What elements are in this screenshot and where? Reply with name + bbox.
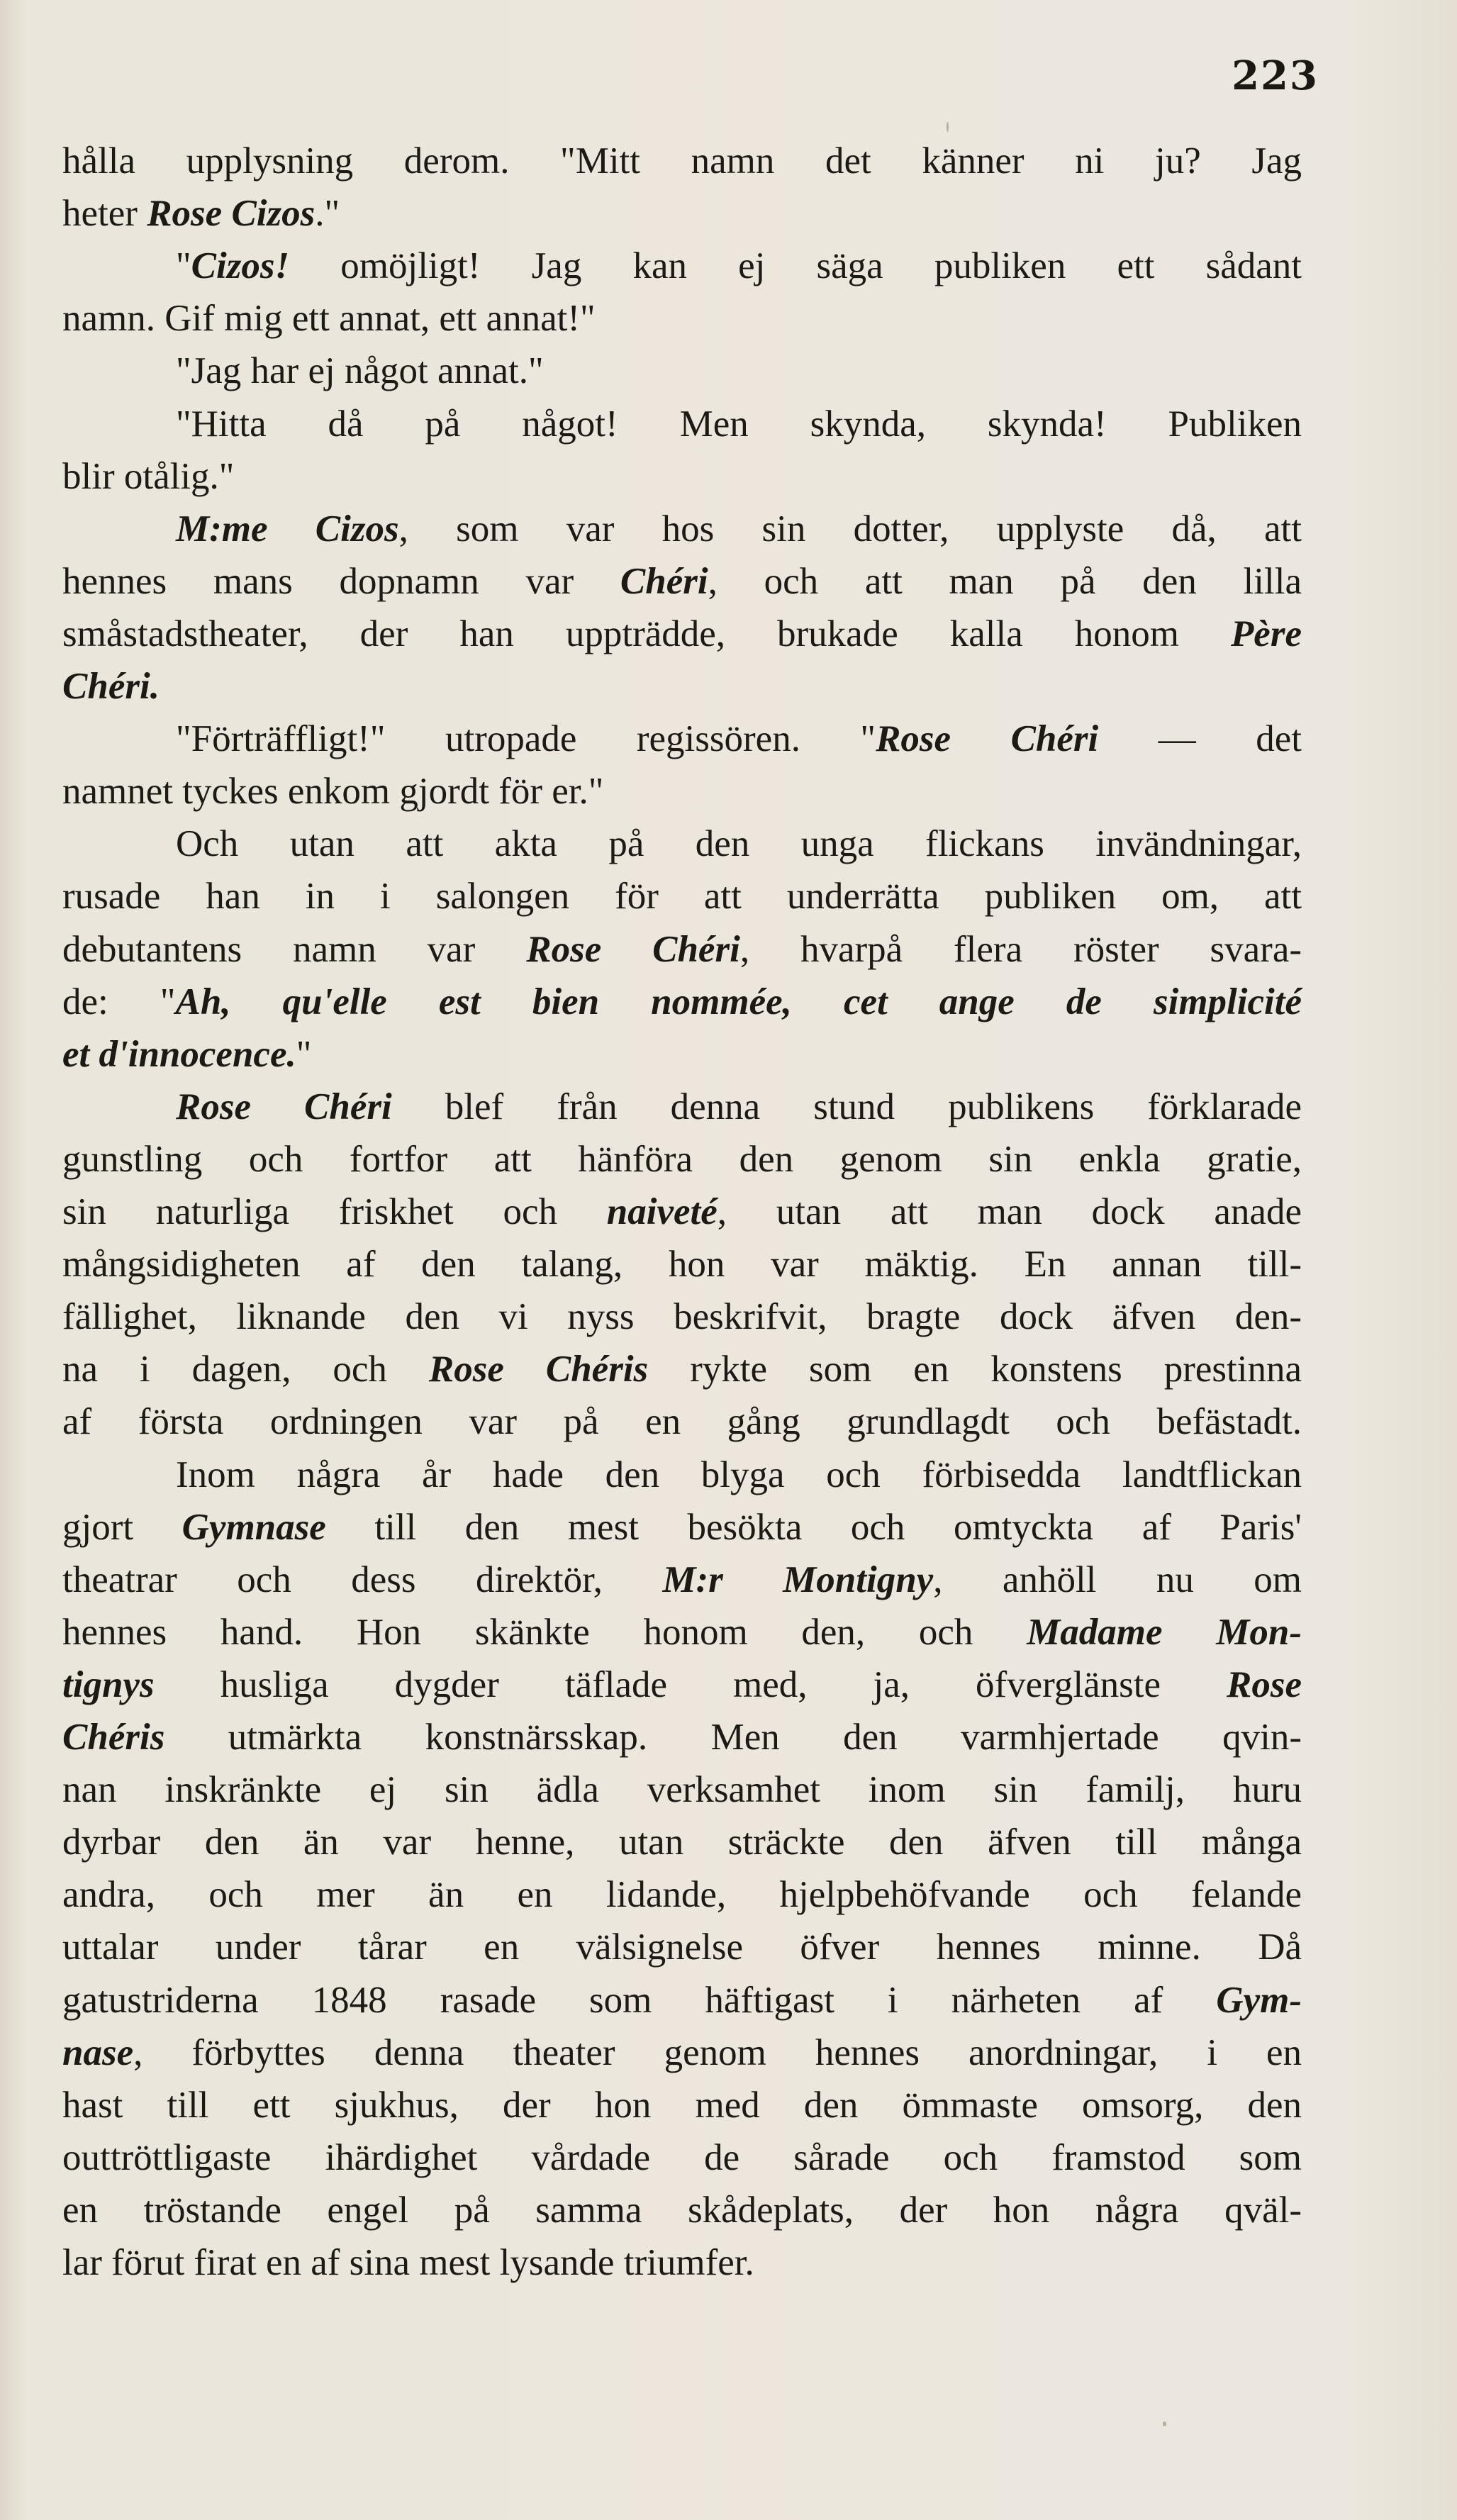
- text-line: [62, 1239, 1302, 1289]
- text-segment: — det: [1098, 718, 1302, 760]
- text-segment: outtröttligaste ihärdighet vårdade de sårade och framstod som: [62, 2136, 1302, 2178]
- text-line: [176, 399, 1302, 449]
- text-line: [62, 2133, 1302, 2182]
- text-line: [62, 1555, 1302, 1605]
- text-line: [176, 1450, 1302, 1500]
- paper-speck: [1163, 2421, 1166, 2426]
- text-segment: sin naturliga friskhet och: [62, 1191, 607, 1232]
- text-segment: andra, och mer än en lidande, hjelpbehöfvande och felande: [62, 1874, 1302, 1916]
- text-line: [62, 1607, 1302, 1657]
- text-line: [62, 662, 160, 711]
- italic-segment: Rose Chéris: [428, 1349, 649, 1390]
- text-segment: blef från denna stund publikens förklarade: [391, 1086, 1302, 1127]
- text-segment: namnet tyckes enkom gjordt för er.": [62, 771, 604, 813]
- text-segment: Och utan att akta på den unga flickans invändningar,: [176, 823, 1302, 865]
- text-segment: af första ordningen var på en gång grundlagdt och befästadt.: [62, 1401, 1302, 1443]
- text-segment: hennes hand. Hon skänkte honom den, och: [62, 1611, 1027, 1653]
- text-line: [62, 766, 603, 816]
- text-line: [62, 1660, 1302, 1710]
- text-line: [62, 1975, 1302, 2025]
- text-segment: hålla upplysning derom. "Mitt namn det känner ni ju? Jag: [62, 140, 1302, 182]
- text-segment: husliga dygder täflade med, ja, öfverglänste: [154, 1663, 1227, 1705]
- text-line: [62, 1870, 1302, 1919]
- text-segment: rykte som en konstens prestinna: [648, 1349, 1302, 1390]
- text-line: [62, 2080, 1302, 2130]
- text-line: [62, 1765, 1302, 1814]
- text-segment: "Förträffligt!" utropade regissören. ": [176, 718, 876, 760]
- text-segment: , förbyttes denna theater genom hennes anordningar, i en: [133, 2031, 1302, 2073]
- text-segment: blir otålig.": [62, 455, 235, 497]
- text-segment: na i dagen, och: [62, 1349, 429, 1390]
- italic-segment: Père: [1230, 613, 1302, 654]
- text-segment: "Hitta då på något! Men skynda, skynda! Publiken: [176, 403, 1302, 445]
- text-segment: ": [176, 245, 191, 287]
- text-segment: .": [315, 193, 340, 235]
- italic-segment: Gymnase: [182, 1506, 326, 1548]
- text-line: [176, 241, 1302, 291]
- text-line: [62, 871, 1302, 921]
- text-segment: , hvarpå flera röster svara-: [739, 928, 1302, 970]
- italic-segment: Cizos!: [191, 245, 290, 287]
- text-line: [176, 346, 544, 396]
- text-line: [62, 1187, 1302, 1237]
- text-segment: mångsidigheten af den talang, hon var mäktig. En annan till-: [62, 1244, 1302, 1286]
- text-line: [62, 609, 1302, 659]
- text-line: [62, 2185, 1302, 2235]
- text-segment: fällighet, liknande den vi nyss beskrifvit, bragte dock äfven den-: [62, 1296, 1302, 1338]
- text-line: [62, 1502, 1302, 1552]
- text-line: [62, 189, 340, 238]
- text-segment: omöjligt! Jag kan ej säga publiken ett sådant: [289, 245, 1302, 287]
- italic-segment: Rose Chéri: [876, 718, 1099, 760]
- italic-segment: Chéris: [62, 1717, 165, 1758]
- paper-speck: [947, 122, 949, 132]
- text-line: [62, 977, 1302, 1027]
- text-segment: hast till ett sjukhus, der hon med den ömmaste omsorg, den: [62, 2084, 1302, 2126]
- text-segment: uttalar under tårar en välsignelse öfver hennes minne. Då: [62, 1927, 1302, 1968]
- text-line: [62, 1134, 1302, 1184]
- italic-segment: Chéri.: [62, 666, 160, 707]
- text-line: [176, 714, 1302, 764]
- italic-segment: Ah, qu'elle est bien nommée, cet ange de simplicité: [175, 981, 1302, 1022]
- italic-segment: Gym-: [1216, 1979, 1302, 2021]
- italic-segment: et d'innocence.: [62, 1033, 296, 1075]
- text-segment: heter: [62, 193, 147, 235]
- text-line: [62, 2238, 754, 2287]
- text-segment: nan inskränkte ej sin ädla verksamhet inom sin familj, huru: [62, 1769, 1302, 1811]
- text-segment: ": [296, 1033, 312, 1075]
- text-segment: dyrbar den än var henne, utan sträckte den äfven till många: [62, 1822, 1302, 1863]
- text-line: [62, 294, 596, 343]
- italic-segment: Rose Chéri: [526, 928, 740, 970]
- text-line: [62, 557, 1302, 606]
- italic-segment: naiveté: [606, 1191, 718, 1232]
- text-segment: , anhöll nu om: [933, 1559, 1302, 1600]
- italic-segment: Chéri: [620, 560, 708, 602]
- text-segment: Inom några år hade den blyga och förbisedda landtflickan: [176, 1454, 1302, 1495]
- text-line: [62, 2028, 1302, 2078]
- text-segment: utmärkta konstnärsskap. Men den varmhjertade qvin-: [164, 1717, 1302, 1758]
- text-line: [62, 1397, 1302, 1446]
- italic-segment: tignys: [62, 1663, 155, 1705]
- text-line: [62, 1292, 1302, 1342]
- italic-segment: M:me Cizos: [176, 508, 399, 550]
- page-number: 223: [1232, 52, 1319, 99]
- italic-segment: Rose: [1227, 1663, 1302, 1705]
- text-segment: en tröstande engel på samma skådeplats, der hon några qväl-: [62, 2189, 1302, 2231]
- text-segment: hennes mans dopnamn var: [62, 560, 620, 602]
- text-line: [62, 1344, 1302, 1394]
- text-line: [62, 452, 234, 501]
- text-segment: theatrar och dess direktör,: [62, 1559, 663, 1600]
- text-line: [62, 1922, 1302, 1972]
- text-segment: , och att man på den lilla: [708, 560, 1302, 602]
- text-segment: , som var hos sin dotter, upplyste då, att: [398, 508, 1302, 550]
- text-segment: lar förut firat en af sina mest lysande triumfer.: [62, 2242, 754, 2283]
- text-segment: till den mest besökta och omtyckta af Paris': [325, 1506, 1302, 1548]
- text-segment: gatustriderna 1848 rasade som häftigast i närheten af: [62, 1979, 1217, 2021]
- text-segment: rusade han in i salongen för att underrätta publiken om, att: [62, 876, 1302, 918]
- text-segment: gunstling och fortfor att hänföra den genom sin enkla gratie,: [62, 1138, 1302, 1180]
- text-line: [62, 1712, 1302, 1762]
- text-line: [176, 504, 1302, 554]
- text-segment: gjort: [62, 1506, 182, 1548]
- text-segment: namn. Gif mig ett annat, ett annat!": [62, 298, 596, 340]
- text-segment: debutantens namn var: [62, 928, 527, 970]
- text-line: [62, 136, 1302, 186]
- text-segment: "Jag har ej något annat.": [176, 350, 544, 392]
- italic-segment: Madame Mon-: [1027, 1611, 1302, 1653]
- text-segment: , utan att man dock anade: [717, 1191, 1302, 1232]
- text-line: [62, 1030, 311, 1079]
- text-line: [62, 925, 1302, 974]
- text-line: [62, 1817, 1302, 1867]
- text-line: [176, 819, 1302, 869]
- text-segment: småstadstheater, der han uppträdde, brukade kalla honom: [62, 613, 1231, 654]
- italic-segment: Rose Cizos: [147, 193, 316, 235]
- text-line: [176, 1082, 1302, 1132]
- italic-segment: M:r Montigny: [662, 1559, 934, 1600]
- text-segment: de: ": [62, 981, 176, 1022]
- italic-segment: nase: [62, 2031, 134, 2073]
- italic-segment: Rose Chéri: [176, 1086, 392, 1127]
